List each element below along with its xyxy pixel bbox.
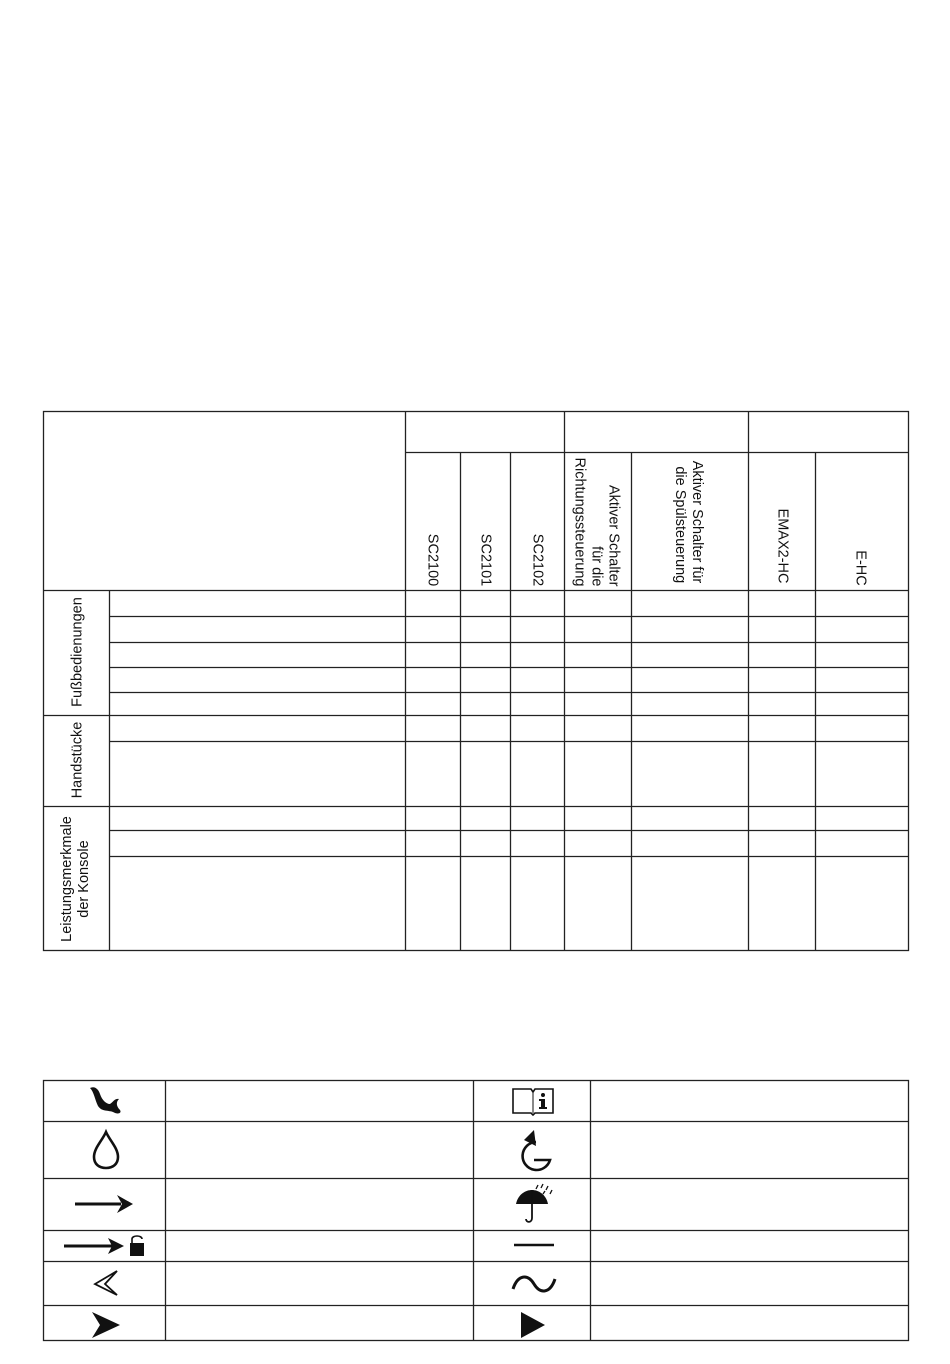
bird-icon xyxy=(86,1082,126,1122)
symbol-table-grid xyxy=(0,1070,950,1350)
alternating-current-wave-icon xyxy=(510,1272,558,1296)
column-header-direction-switch: Aktiver Schalter für die Richtungssteuerung xyxy=(571,457,622,587)
row-group-handpieces: Handstücke xyxy=(69,721,86,799)
instruction-book-info-icon xyxy=(510,1085,556,1117)
keep-dry-umbrella-icon xyxy=(512,1182,556,1226)
arrow-right-lock-icon xyxy=(62,1234,154,1258)
column-header-sc2100: SC2100 xyxy=(424,533,441,587)
column-header-sc2101: SC2101 xyxy=(477,533,494,587)
arrow-right-icon xyxy=(73,1192,137,1216)
column-header-irrigation-switch: Aktiver Schalter für die Spülsteuerung xyxy=(672,460,705,584)
row-group-foot-controls: Fußbedienungen xyxy=(69,597,86,707)
column-header-emax2-hc: EMAX2-HC xyxy=(774,508,791,584)
column-header-sc2102: SC2102 xyxy=(529,533,546,587)
solid-arrowhead-right-icon xyxy=(90,1310,122,1340)
water-drop-icon xyxy=(86,1128,126,1172)
row-group-console-features: Leistungsmerkmale der Konsole xyxy=(59,816,92,942)
open-arrowhead-left-icon xyxy=(91,1268,121,1298)
play-triangle-icon xyxy=(518,1310,548,1340)
symbol-table xyxy=(0,1070,950,1350)
direct-current-line-icon xyxy=(512,1239,556,1251)
rotate-cycle-icon xyxy=(512,1126,556,1176)
column-header-e-hc: E-HC xyxy=(852,550,869,586)
